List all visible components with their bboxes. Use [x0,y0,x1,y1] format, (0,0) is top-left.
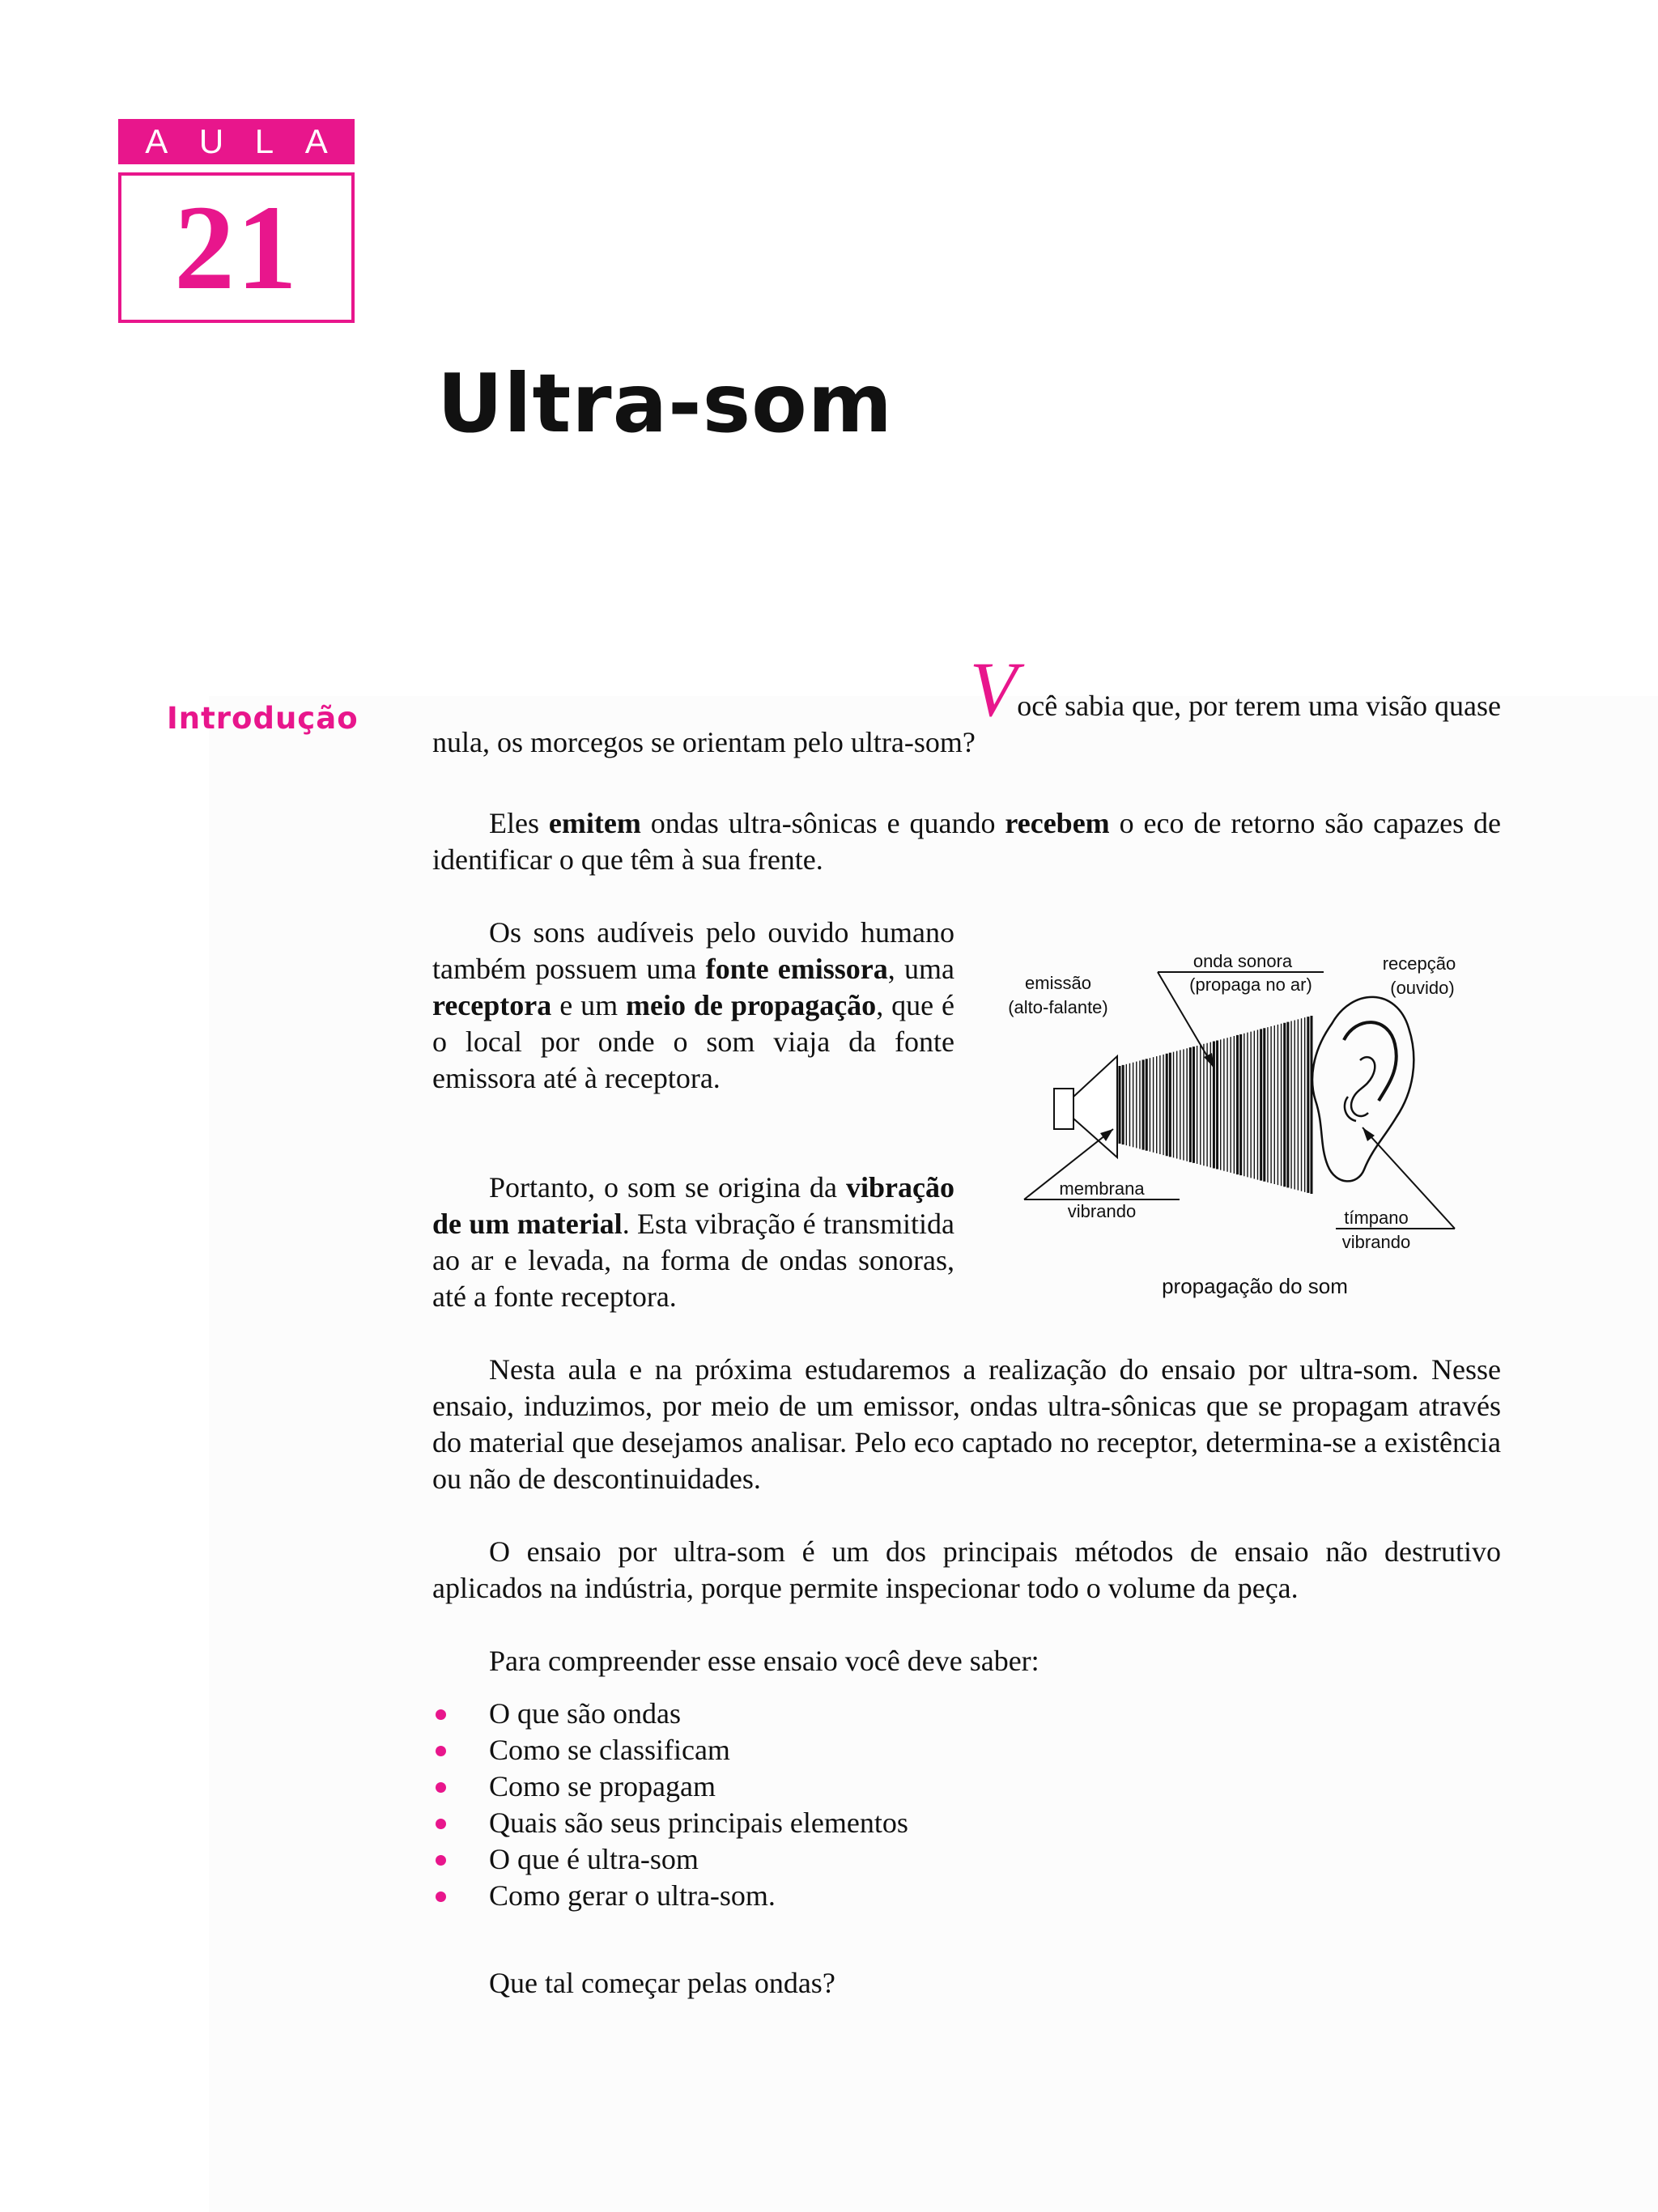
label-vibrando-membrana: vibrando [1067,1201,1137,1221]
section-label: Introdução [167,701,359,736]
list-item [432,1732,908,1768]
list-item [432,1768,908,1805]
text-run: , que é o local por onde o som viaja da fonte emissora até à receptora. [432,989,954,1094]
paragraph-eles [432,805,1501,878]
bullet-dot-icon [436,1709,446,1720]
figure-caption: propagação do som [1162,1274,1348,1298]
bold-term: fonte emissora [705,953,888,985]
list-item [432,1878,908,1914]
bold-term: receptora [432,989,552,1021]
drop-cap: V [969,646,1018,732]
bullet-dot-icon [436,1746,446,1756]
bullet-dot-icon [436,1855,446,1866]
label-ouvido: (ouvido) [1390,978,1455,998]
lesson-number: 21 [174,180,299,315]
label-propaga-no-ar: (propaga no ar) [1189,974,1312,995]
paragraph-closing-question: Que tal começar pelas ondas? [489,1967,835,1999]
topics-list [432,1696,908,1914]
bold-term: emitem [548,807,641,839]
bullet-dot-icon [436,1782,446,1793]
bullet-dot-icon [436,1891,446,1902]
paragraph-nesta-aula: Nesta aula e na próxima estudaremos a realização do ensaio por ultra-som. Nesse ensaio, induzimos, por meio de um emissor, ondas ultra-sônicas que se propagam através do material que desejamos analisar. Pelo eco captado no receptor, determina-se a existência ou não de descontinuidades. [432,1353,1501,1495]
speaker-icon [1054,1056,1117,1157]
list-item [432,1696,908,1732]
ear-icon [1312,997,1414,1182]
label-alto-falante: (alto-falante) [1008,997,1108,1017]
lesson-label-letter: U [198,122,224,160]
label-membrana: membrana [1059,1178,1145,1199]
intro-second-line: nula, os morcegos se orientam pelo ultra-som? [432,726,976,758]
sound-propagation-figure [992,939,1477,1311]
intro-paragraph [432,646,1501,761]
label-emissao: emissão [1025,973,1091,993]
lesson-label-letter: A [304,122,328,160]
list-item-text: Como se classificam [489,1734,730,1766]
bold-term: vibração de um material [432,1171,954,1240]
text-run: ondas ultra-sônicas e quando [640,807,1005,839]
paragraph-sons [432,915,954,1097]
intro-first-line-text: ocê sabia que, por terem uma visão quase [1017,690,1501,722]
label-timpano: tímpano [1344,1208,1409,1228]
text-run: Os sons audíveis pelo ouvido humano também possuem uma [432,916,954,985]
list-item-text: Quais são seus principais elementos [489,1807,908,1839]
lesson-label-bar [118,119,355,164]
label-vibrando-timpano: vibrando [1341,1232,1411,1252]
text-run: Eles [489,807,549,839]
list-item [432,1805,908,1841]
page-title: Ultra-som [437,356,894,451]
lesson-label-letter: A [145,122,168,160]
sound-waves [1120,1016,1312,1194]
lesson-label-letter: L [254,122,274,160]
bold-term: meio de propagação [626,989,877,1021]
list-item-text: O que é ultra-som [489,1843,699,1875]
list-item-text: O que são ondas [489,1697,681,1730]
intro-first-line [432,646,1501,732]
text-run: , uma [887,953,954,985]
paragraph-para-compreender: Para compreender esse ensaio você deve saber: [489,1645,1039,1677]
lesson-number-box [118,172,355,323]
label-onda-sonora: onda sonora [1192,951,1293,971]
text-run: o eco de retorno são capazes de identificar o que têm à sua frente. [432,807,1501,876]
list-item-text: Como se propagam [489,1770,716,1802]
bullet-dot-icon [436,1819,446,1829]
text-run: . Esta vibração é transmitida ao ar e levada, na forma de ondas sonoras, até a fonte receptora. [432,1208,954,1313]
list-item-text: Como gerar o ultra-som. [489,1879,776,1912]
bold-term: recebem [1005,807,1110,839]
label-recepcao: recepção [1382,953,1456,974]
paragraph-portanto [432,1170,954,1315]
text-run: Portanto, o som se origina da [489,1171,847,1204]
text-run: e um [551,989,627,1021]
paragraph-ensaio: O ensaio por ultra-som é um dos principais métodos de ensaio não destrutivo aplicados na indústria, porque permite inspecionar todo o volume da peça. [432,1535,1501,1604]
list-item [432,1841,908,1878]
